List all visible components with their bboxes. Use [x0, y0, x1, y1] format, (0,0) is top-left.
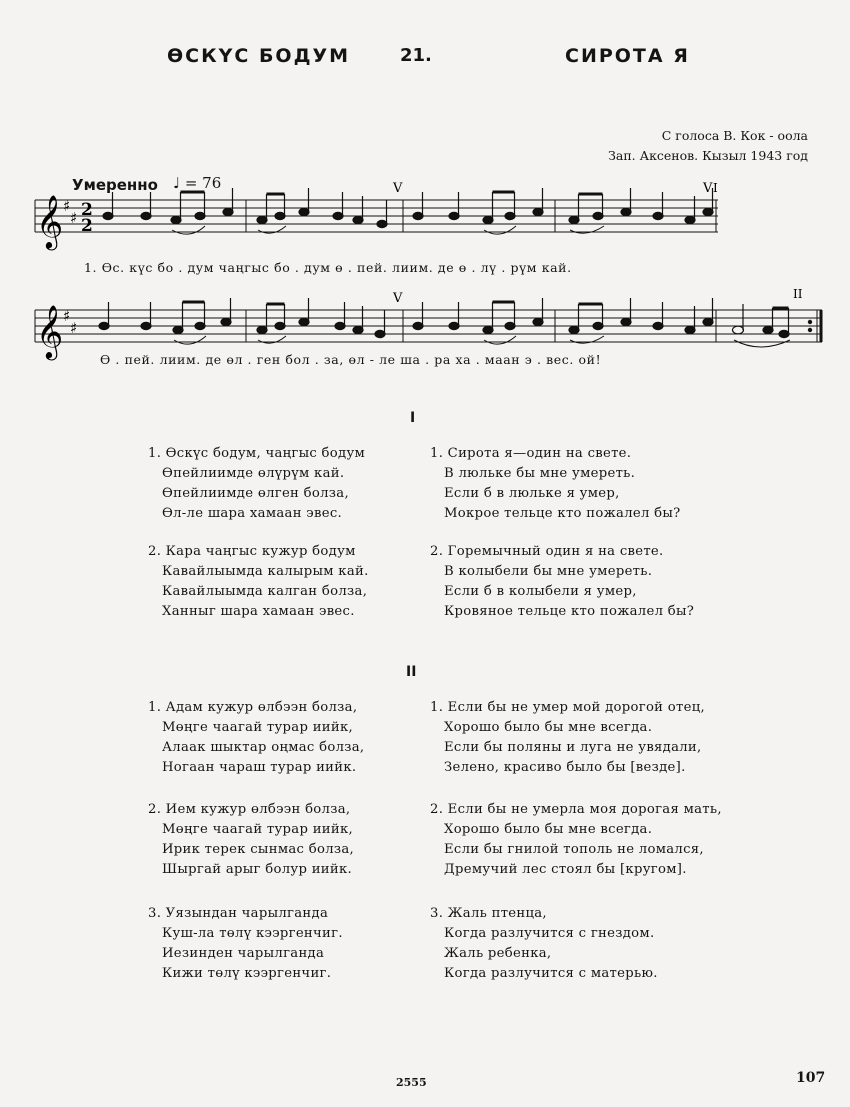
stanza-russian: 1. Если бы не умер мой дорогой отец, Хорошо было бы мне всегда. Если бы поляны и луга не увядали, Зелено, красиво было бы [везде]. [430, 700, 705, 775]
stanza-tuvan: 1. Адам кужур өлбээн болза, Мөңге чаагай турар иийк, Алаак шыктар оңмас болза, Ногаан чараш турар иийк. [148, 700, 365, 775]
stanza-russian: 2. Горемычный один я на свете. В колыбели бы мне умереть. Если б в колыбели я умер, Кровяное тельце кто пожалел бы? [430, 544, 695, 619]
treble-clef-icon: 𝄞 [36, 194, 64, 248]
time-signature-bottom: 2 [81, 216, 93, 236]
stanza-tuvan: 2. Ием кужур өлбээн болза, Мөңге чаагай турар иийк, Ирик терек сынмас болза, Шыргай арыг болур иийк. [148, 802, 355, 877]
lyrics-line-2: Ө . пей. лиим. де өл . ген бол . за, өл - ле ша . ра ха . маан э . вес. ой! [100, 352, 602, 367]
song-title-tuvan: ӨСКҮС БОДУМ [167, 45, 351, 67]
treble-clef-icon: 𝄞 [36, 304, 64, 358]
sharp-sign-icon: ♯ [63, 197, 71, 215]
song-title-bar [0, 45, 850, 75]
breath-mark: V [393, 181, 403, 196]
stanza-tuvan: 3. Уязындан чарылганда Куш-ла төлү кээргенчиг. Иезинден чарылганда Кижи төлү кээргенчиг. [148, 906, 343, 981]
page-number: 107 [796, 1070, 826, 1086]
stanza-russian: 3. Жаль птенца, Когда разлучится с гнездом. Жаль ребенка, Когда разлучится с матерью. [430, 906, 658, 981]
stanza-russian: 1. Сирота я—один на свете. В люльке бы мне умереть. Если б в люльке я умер, Мокрое тельце кто пожалел бы? [430, 446, 681, 521]
tempo-marking: Умеренно [72, 176, 158, 194]
stanza-russian: 2. Если бы не умерла моя дорогая мать, Хорошо было бы мне всегда. Если бы гнилой тополь не ломался, Дремучий лес стоял бы [кругом]. [430, 802, 722, 877]
song-title-russian: СИРОТА Я [565, 45, 690, 67]
song-number: 21. [400, 45, 432, 66]
print-code: 2555 [396, 1076, 427, 1089]
breath-mark: V [393, 291, 403, 306]
stanza-tuvan: 1. Өскүс бодум, чаңгыс бодум Өпейлиимде өлүрүм кай. Өпейлиимде өлген болза, Өл-ле шара хамаан эвес. [148, 446, 366, 521]
sharp-sign-icon: ♯ [63, 307, 71, 325]
metronome-marking: ♩ = 76 [173, 174, 222, 192]
section-label: I [410, 410, 416, 426]
roman-numeral-mark: II [793, 287, 803, 301]
roman-numeral-mark: I [713, 181, 718, 195]
stanza-tuvan: 2. Кара чаңгыс кужур бодум Кавайлыымда калырым кай. Кавайлыымда калган болза, Ханныг шара хамаан эвес. [148, 544, 369, 619]
time-signature-top: 2 [81, 200, 93, 220]
section-label: II [406, 664, 417, 680]
credit-singer: С голоса В. Кок - оола [661, 128, 808, 143]
lyrics-line-1: 1. Өс. күс бо . дум чаңгыс бо . дум ө . пей. лиим. де ө . лү . рүм кай. [84, 260, 572, 275]
sharp-sign-icon: ♯ [70, 209, 78, 227]
breath-mark: V [703, 181, 713, 196]
sharp-sign-icon: ♯ [70, 319, 78, 337]
credit-recorder: Зап. Аксенов. Кызыл 1943 год [608, 148, 808, 163]
